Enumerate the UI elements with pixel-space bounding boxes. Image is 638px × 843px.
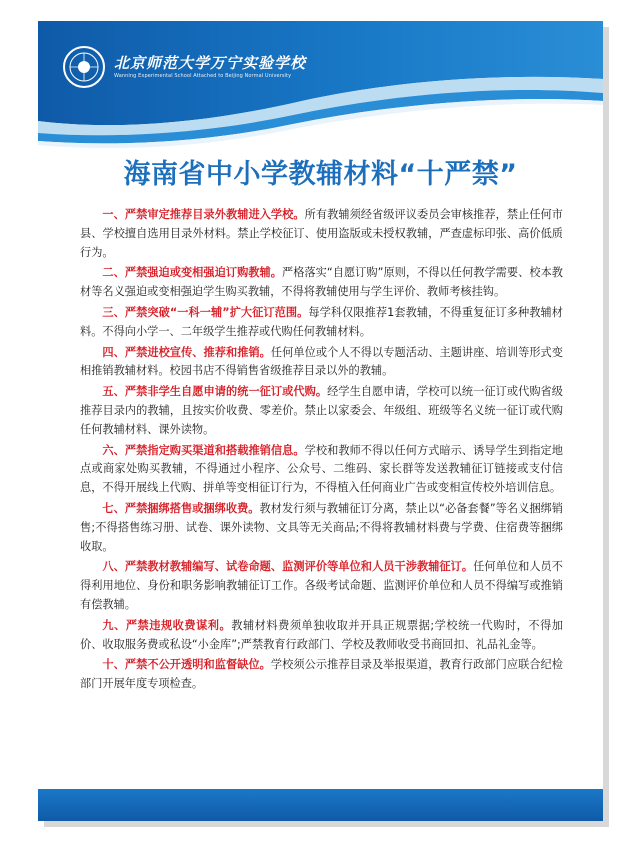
rule-item-7	[80, 500, 563, 556]
rule-body: 经学生自愿申请，学校可以统一征订或代购省级推荐目录内的教辅，且按实价收费、零差价。禁止以家委会、年级组、班级等名义统一征订或代购任何教辅材料、课外读物。	[80, 385, 563, 436]
rule-heading: 二、严禁强迫或变相强迫订购教辅。	[102, 266, 282, 280]
rule-item-2	[80, 264, 563, 302]
rule-heading: 五、严禁非学生自愿申请的统一征订或代购。	[102, 385, 328, 399]
rule-item-10	[80, 656, 563, 694]
notice-poster	[38, 21, 603, 821]
rule-heading: 十、严禁不公开透明和监督缺位。	[102, 658, 271, 672]
rule-body: 学校须公示推荐目录及举报渠道，教育行政部门应联合纪检部门开展年度专项检查。	[80, 658, 563, 691]
school-logo	[62, 45, 306, 89]
header-wave-banner	[38, 21, 603, 171]
rule-body: 所有教辅须经省级评议委员会审核推荐，禁止任何市县、学校擅自选用目录外材料。禁止学校征订、使用盗版或未授权教辅，严查虚标印张、高价低质行为。	[80, 208, 563, 259]
rule-heading: 八、严禁教材教辅编写、试卷命题、监测评价等单位和人员干涉教辅征订。	[102, 560, 474, 574]
rules-list	[80, 206, 563, 696]
rule-heading: 一、严禁审定推荐目录外教辅进入学校。	[102, 208, 305, 221]
rule-item-8	[80, 558, 563, 614]
rule-body: 教材发行须与教辅征订分离，禁止以“必备套餐”等名义捆绑销售;不得搭售练习册、试卷、课外读物、文具等无关商品;不得将教辅材料费与学费、住宿费等捆绑收取。	[80, 501, 563, 553]
rule-item-3	[80, 304, 563, 342]
school-name-english: Wanning Experimental School Attached to Beijing Normal University	[114, 73, 292, 79]
school-name-chinese: 北京师范大学万宁实验学校	[114, 54, 307, 72]
rule-heading: 六、严禁指定购买渠道和搭载推销信息。	[102, 443, 305, 457]
footer-bar	[38, 789, 603, 821]
rule-heading: 三、严禁突破“一科一辅”扩大征订范围。	[102, 305, 309, 319]
rule-item-4	[80, 344, 563, 382]
rule-heading: 七、严禁捆绑搭售或捆绑收费。	[102, 501, 260, 515]
rule-body: 任何单位或个人不得以专题活动、主题讲座、培训等形式变相推销教辅材料。校园书店不得销售省级推荐目录以外的教辅。	[80, 345, 563, 378]
rule-body: 严格落实“自愿订购”原则，不得以任何教学需要、校本教材等名义强迫或变相强迫学生购买教辅，不得将教辅使用与学生评价、教师考核挂钩。	[80, 266, 563, 299]
notice-title: 海南省中小学教辅材料“十严禁”	[123, 159, 518, 190]
rule-heading: 四、严禁进校宣传、推荐和推销。	[102, 345, 271, 359]
rule-body: 教辅材料费须单独收取并开具正规票据;学校统一代购时，不得加价、收取服务费或私设“小金库”;严禁教育行政部门、学校及教师收受书商回扣、礼品礼金等。	[80, 618, 563, 651]
rule-heading: 九、严禁违规收费谋利。	[102, 618, 232, 632]
rule-item-6	[80, 442, 563, 498]
school-seal-icon	[62, 45, 106, 89]
rule-body: 每学科仅限推荐1套教辅，不得重复征订多种教辅材料。不得向小学一、二年级学生推荐或代购任何教辅材料。	[80, 305, 563, 338]
rule-item-1	[80, 206, 563, 262]
rule-body: 任何单位和人员不得利用地位、身份和职务影响教辅征订工作。各级考试命题、监测评价单位和人员不得编写或推销有偿教辅。	[80, 560, 563, 611]
rule-item-5	[80, 383, 563, 439]
rule-item-9	[80, 617, 563, 655]
rule-body: 学校和教师不得以任何方式暗示、诱导学生到指定地点或商家处购买教辅，不得通过小程序、公众号、二维码、家长群等发送教辅征订链接或支付信息，不得开展线上代购、拼单等变相征订行为，不得植入任何商业广告或变相宣传校外培训信息。	[80, 443, 563, 495]
